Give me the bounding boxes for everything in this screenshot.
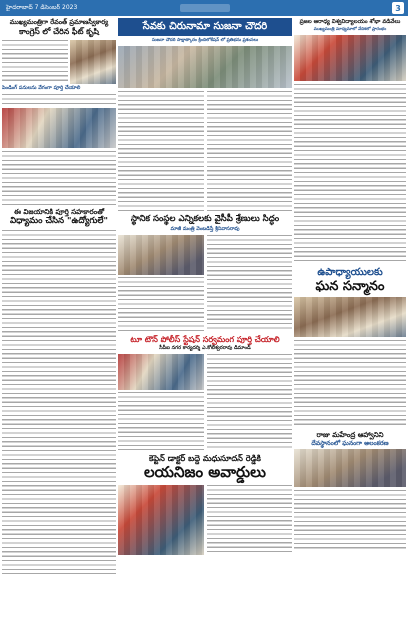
left-headline-1: ముఖ్యమంత్రిగా రేవంత్ ప్రమాణస్వీకార్య xyxy=(9,18,109,26)
group-photo xyxy=(2,108,116,148)
article-text-block xyxy=(294,84,406,264)
right-sub-1: ముఖ్యమంత్రి మాధ్యమాలో వేదికలో ప్రారంభం xyxy=(313,26,387,32)
page-number: 3 xyxy=(392,2,404,14)
page-header-bar xyxy=(0,0,408,16)
center-headline-bottom-2: లయనిజం అవార్డులు xyxy=(144,463,266,482)
politician-photo xyxy=(118,235,204,275)
article-text-block xyxy=(2,94,116,106)
right-headline-2a: ఉపాధ్యాయులకు xyxy=(317,267,383,279)
left-caption-1: పెండింగ్ పనులను వేగంగా పూర్తి చేయాలి xyxy=(2,85,81,92)
left-headline-2: కాంగ్రెస్ లో చేరిన ఫీట్ కృషి xyxy=(19,27,99,37)
article-text-block xyxy=(118,392,204,450)
banner-title: సేవకు చిరునామా సుజనా చౌదరి xyxy=(118,18,292,36)
article-text-block xyxy=(2,230,116,574)
protest-photo xyxy=(118,354,204,390)
right-headline-3a: రాజు మహేంద్ర ఆహ్వానిని xyxy=(316,429,384,439)
article-text-block xyxy=(207,354,292,450)
article-text-block xyxy=(118,91,204,211)
left-headline-3: ఈ విజయానికి పూర్తి సహకారంతో xyxy=(13,207,105,217)
felicitation-photo xyxy=(294,297,406,337)
right-column xyxy=(294,18,406,628)
article-text-block xyxy=(207,485,292,555)
rally-photo xyxy=(294,35,406,81)
article-text-block xyxy=(118,277,204,331)
left-headline-4: విధ్యామం చేసిన "ఉద్యోగులే" xyxy=(10,216,108,227)
award-ceremony-photo xyxy=(118,485,204,555)
center-sub-mid: మాజీ మంత్రి వెంబడిస్తే శ్రీనివాసరావు xyxy=(170,225,240,232)
banner-photo xyxy=(118,46,292,88)
right-headline-2b: ఘన సన్మానం xyxy=(315,278,385,294)
right-headline-3b: దేవస్థానంలో ఘనంగా అలంకరణ xyxy=(311,439,389,447)
center-column xyxy=(118,18,292,628)
article-text-block xyxy=(294,340,406,428)
center-headline-mid: స్థానిక సంస్థల ఎన్నికలకు వైసీపీ శ్రేణులు సిద్ధం xyxy=(130,214,280,224)
article-text-block xyxy=(2,40,68,84)
banner-subtitle: సుజనా చౌదరి సాక్షాత్కారం క్రిందిలోకేషన్ లో ప్రతిభను ప్రశంసలు xyxy=(151,38,259,43)
center-sub-red: సీపీఐ నగర కార్యదర్శి ఎ.కోటేశ్వరరావు డిమాండ్ xyxy=(159,345,251,352)
article-text-block xyxy=(2,151,116,205)
temple-photo xyxy=(294,449,406,487)
article-text-block xyxy=(294,490,406,550)
article-text-block xyxy=(207,235,292,331)
left-column xyxy=(2,18,116,628)
center-headline-red: టూ టౌన్ పోలీస్ స్టేషన్ సర్వమంగ పూర్తి చేయాలి xyxy=(130,333,280,344)
header-date: హైదరాబాద్ 7 డిసెంబర్ 2023 xyxy=(6,4,78,11)
masthead-logo xyxy=(180,4,230,12)
center-headline-bottom-1: కెప్టెన్ డాక్టర్ బద్దె మధుసూదన్ రెడ్డికి xyxy=(149,453,261,464)
right-headline-1: ప్రజల ఆరాధ్య విశ్వవిద్యాలయం శోభా వడివేలు xyxy=(299,19,401,25)
portrait-photo xyxy=(70,40,116,84)
article-text-block xyxy=(207,91,292,211)
